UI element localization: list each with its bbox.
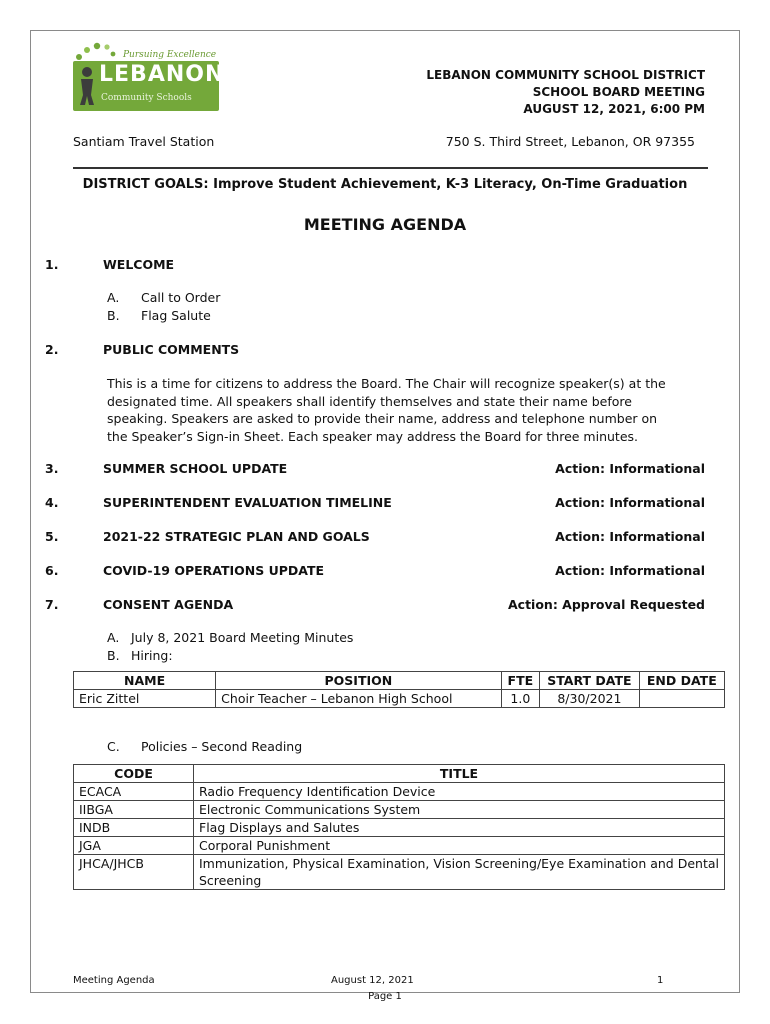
item-action: Action: Informational [555, 495, 705, 510]
logo-tagline: Pursuing Excellence [123, 50, 217, 60]
page-label: Page 1 [368, 991, 402, 1002]
hiring-table [73, 671, 725, 708]
footer-date: August 12, 2021 [331, 975, 414, 986]
table-row: ECACA Radio Frequency Identification Device [74, 783, 725, 801]
document-page: Pursuing Excellence LEBANON Community Schools LEBANON COMMUNITY SCHOOL DISTRICT SCHOOL BOARD MEETING AUGUST 12, 2021, 6:00 PM Santiam Travel Station 750 S. Third Street, Lebanon, OR 97355 DISTRICT GOALS: Improve Student Achievement, K-3 Literacy, On-Time Graduation MEETING AGENDA 1. WELCOME A. Call to Order B. Flag Salute 2. PUBLIC COMMENTS This is a time for citizens to address the Board. The Chair will recognize speaker(s) at the designated time. All speakers shall identify themselves and state their name before speaking. Speakers are asked to provide their name, address and telephone number on the Speaker’s Sign-in Sheet. Each speaker may address the Board for three minutes. 3. SUMMER SCHOOL UPDATE Action: Informational 4. SUPERINTENDENT EVALUATION TIMELINE Action: Informational 5. 2021-22 STRATEGIC PLAN AND GOALS Action: Informational 6. COVID-19 OPERATIONS UPDATE Action: Informational 7. CONSENT AGENDA Action: Approval Requested A. July 8, 2021 Board Meeting Minutes B. Hiring: NAME POSITION FTE START DATE END DATE Eric Zittel Choir Teacher – Lebanon High School 1.0 8/30/2021 C. Policies – Second Reading CODE TITLE ECACA Radio Frequency Identification Device IIBGA Electronic Communications System INDB Flag Displays and Salutes JGA Corporal Punishment JHCA/JHCB Immunization, Physical Examination, Vision Screening/Eye Examination and Dental Screening Meeting Agenda August 12, 2021 1 [30, 30, 740, 993]
district-goals: DISTRICT GOALS: Improve Student Achievement, K-3 Literacy, On-Time Graduation [82, 177, 688, 192]
logo-name: LEBANON [99, 62, 225, 87]
sub-item: C. Policies – Second Reading [107, 739, 303, 754]
leaf-dots-icon [73, 41, 123, 63]
table-header-row: NAME POSITION FTE START DATE END DATE [74, 672, 725, 690]
district-logo [73, 41, 223, 113]
footer-left: Meeting Agenda [73, 975, 155, 986]
district-name: LEBANON COMMUNITY SCHOOL DISTRICT [426, 68, 705, 82]
footer-page-number: 1 [657, 975, 664, 986]
table-row: Eric Zittel Choir Teacher – Lebanon High School 1.0 8/30/2021 [74, 690, 725, 708]
policies-table [73, 764, 725, 890]
meeting-datetime: AUGUST 12, 2021, 6:00 PM [523, 102, 705, 116]
table-row: INDB Flag Displays and Salutes [74, 819, 725, 837]
table-row: JGA Corporal Punishment [74, 837, 725, 855]
item-action: Action: Approval Requested [508, 597, 705, 612]
logo-banner [73, 61, 225, 111]
page-title: MEETING AGENDA [303, 215, 467, 234]
student-figure-icon [77, 65, 97, 105]
location-name: Santiam Travel Station [73, 134, 215, 149]
sub-item: B. Flag Salute [107, 308, 211, 323]
item-number: 1. [45, 257, 59, 272]
meeting-name: SCHOOL BOARD MEETING [532, 85, 705, 99]
table-header-row: CODE TITLE [74, 765, 725, 783]
item-action: Action: Informational [555, 529, 705, 544]
sub-item: B. Hiring: [107, 648, 173, 663]
header-divider [73, 167, 708, 169]
item-action: Action: Informational [555, 461, 705, 476]
table-row: JHCA/JHCB Immunization, Physical Examination, Vision Screening/Eye Examination and Dental Screening [74, 855, 725, 890]
sub-item: A. July 8, 2021 Board Meeting Minutes [107, 630, 354, 645]
sub-item: A. Call to Order [107, 290, 221, 305]
item-label: WELCOME [103, 257, 175, 272]
public-comments-text: This is a time for citizens to address the Board. The Chair will recognize speaker(s) at the designated time. All speakers shall identify themselves and state their name before speaking. Speakers are asked to provide their name, address and telephone number on the Speaker’s Sign-in Sheet. Each speaker may address the Board for three minutes. [107, 376, 666, 444]
location-address: 750 S. Third Street, Lebanon, OR 97355 [445, 134, 695, 149]
item-action: Action: Informational [555, 563, 705, 578]
logo-subtitle: Community Schools [101, 93, 192, 103]
table-row: IIBGA Electronic Communications System [74, 801, 725, 819]
meeting-header [426, 67, 705, 118]
